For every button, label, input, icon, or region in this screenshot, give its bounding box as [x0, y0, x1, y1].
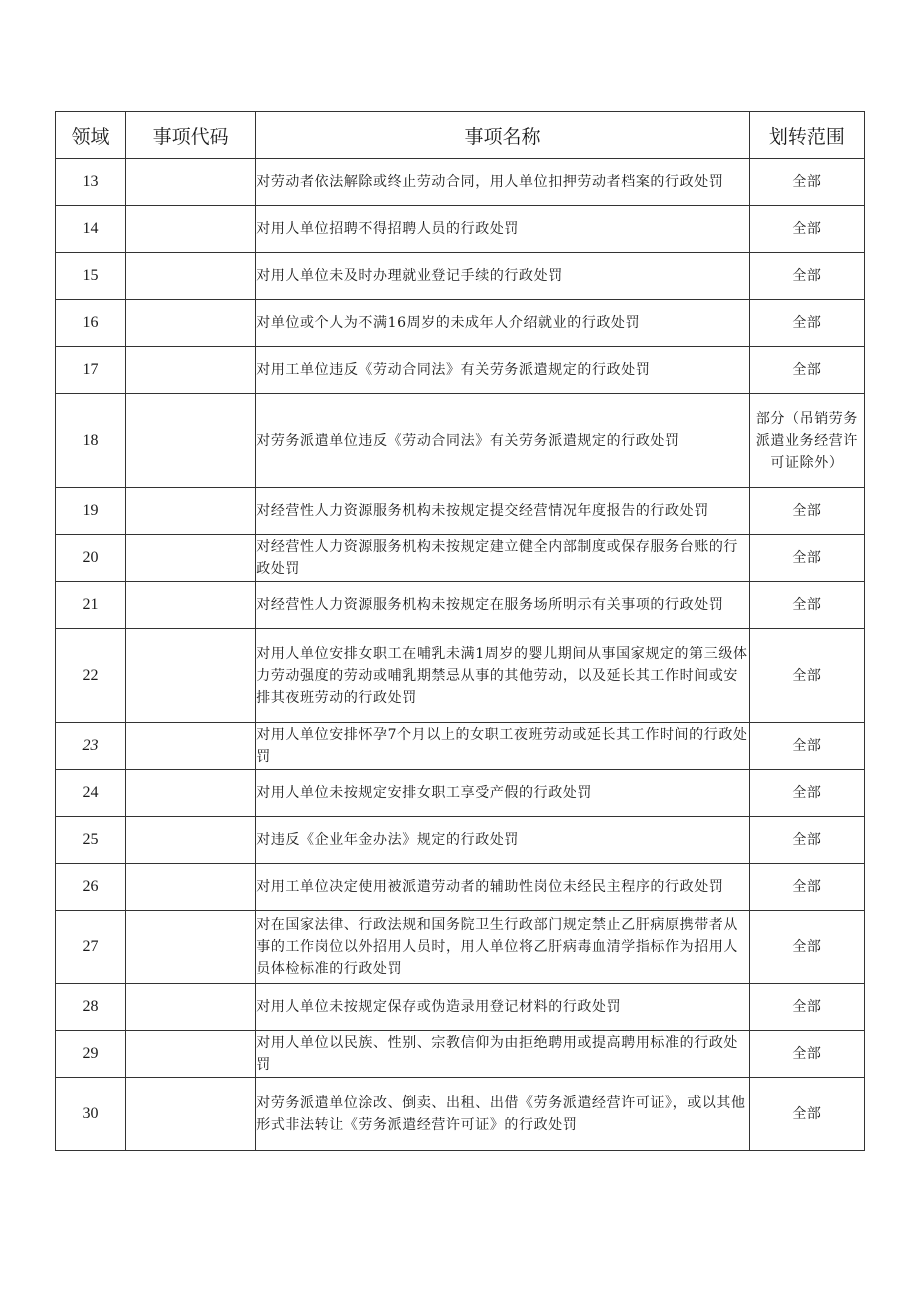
row-scope: 全部	[749, 817, 864, 864]
row-name: 对用人单位安排女职工在哺乳未满1周岁的婴儿期间从事国家规定的第三级体力劳动强度的劳动或哺乳期禁忌从事的其他劳动，以及延长其工作时间或安排其夜班劳动的行政处罚	[256, 629, 750, 723]
table-row	[56, 984, 865, 1031]
row-number: 28	[56, 984, 126, 1031]
row-name: 对用人单位安排怀孕7个月以上的女职工夜班劳动或延长其工作时间的行政处罚	[256, 723, 750, 770]
row-scope: 全部	[749, 347, 864, 394]
row-number: 21	[56, 582, 126, 629]
row-number: 25	[56, 817, 126, 864]
row-scope: 部分（吊销劳务派遣业务经营许可证除外）	[749, 394, 864, 488]
table-row	[56, 300, 865, 347]
row-scope: 全部	[749, 300, 864, 347]
table-row	[56, 864, 865, 911]
items-table	[55, 111, 865, 1151]
row-scope: 全部	[749, 1078, 864, 1151]
row-code	[126, 984, 256, 1031]
row-scope: 全部	[749, 488, 864, 535]
row-code	[126, 723, 256, 770]
table-row	[56, 817, 865, 864]
table-row	[56, 723, 865, 770]
row-name: 对经营性人力资源服务机构未按规定提交经营情况年度报告的行政处罚	[256, 488, 750, 535]
row-name: 对用人单位未及时办理就业登记手续的行政处罚	[256, 253, 750, 300]
table-row	[56, 253, 865, 300]
table-row	[56, 911, 865, 984]
row-number: 22	[56, 629, 126, 723]
row-number: 30	[56, 1078, 126, 1151]
row-number: 26	[56, 864, 126, 911]
table-row	[56, 770, 865, 817]
row-code	[126, 864, 256, 911]
table-row	[56, 488, 865, 535]
row-code	[126, 488, 256, 535]
row-code	[126, 159, 256, 206]
row-code	[126, 629, 256, 723]
row-name: 对单位或个人为不满16周岁的未成年人介绍就业的行政处罚	[256, 300, 750, 347]
row-number: 16	[56, 300, 126, 347]
row-number: 17	[56, 347, 126, 394]
row-number: 19	[56, 488, 126, 535]
row-number: 18	[56, 394, 126, 488]
row-name: 对违反《企业年金办法》规定的行政处罚	[256, 817, 750, 864]
row-scope: 全部	[749, 535, 864, 582]
table-row	[56, 1031, 865, 1078]
header-code: 事项代码	[126, 112, 256, 159]
row-number: 24	[56, 770, 126, 817]
header-scope: 划转范围	[749, 112, 864, 159]
row-name: 对劳务派遣单位涂改、倒卖、出租、出借《劳务派遣经营许可证》，或以其他形式非法转让《劳务派遣经营许可证》的行政处罚	[256, 1078, 750, 1151]
row-scope: 全部	[749, 629, 864, 723]
row-name: 对在国家法律、行政法规和国务院卫生行政部门规定禁止乙肝病原携带者从事的工作岗位以外招用人员时，用人单位将乙肝病毒血清学指标作为招用人员体检标准的行政处罚	[256, 911, 750, 984]
row-name: 对用人单位招聘不得招聘人员的行政处罚	[256, 206, 750, 253]
row-code	[126, 770, 256, 817]
row-scope: 全部	[749, 206, 864, 253]
row-scope: 全部	[749, 770, 864, 817]
row-scope: 全部	[749, 159, 864, 206]
table-row	[56, 1078, 865, 1151]
row-name: 对用工单位决定使用被派遣劳动者的辅助性岗位未经民主程序的行政处罚	[256, 864, 750, 911]
row-scope: 全部	[749, 984, 864, 1031]
row-scope: 全部	[749, 723, 864, 770]
row-scope: 全部	[749, 911, 864, 984]
row-code	[126, 535, 256, 582]
row-name: 对劳务派遣单位违反《劳动合同法》有关劳务派遣规定的行政处罚	[256, 394, 750, 488]
table-row	[56, 206, 865, 253]
row-name: 对用人单位未按规定保存或伪造录用登记材料的行政处罚	[256, 984, 750, 1031]
row-code	[126, 347, 256, 394]
row-number: 13	[56, 159, 126, 206]
row-name: 对用人单位以民族、性别、宗教信仰为由拒绝聘用或提高聘用标准的行政处罚	[256, 1031, 750, 1078]
header-domain: 领域	[56, 112, 126, 159]
table-row	[56, 347, 865, 394]
table-row	[56, 159, 865, 206]
row-code	[126, 1031, 256, 1078]
row-code	[126, 253, 256, 300]
row-code	[126, 206, 256, 253]
row-number: 14	[56, 206, 126, 253]
row-code	[126, 817, 256, 864]
row-number: 23	[56, 723, 126, 770]
header-name: 事项名称	[256, 112, 750, 159]
row-number: 15	[56, 253, 126, 300]
table-header-row	[56, 112, 865, 159]
row-name: 对劳动者依法解除或终止劳动合同，用人单位扣押劳动者档案的行政处罚	[256, 159, 750, 206]
row-code	[126, 394, 256, 488]
row-scope: 全部	[749, 582, 864, 629]
row-number: 20	[56, 535, 126, 582]
row-name: 对经营性人力资源服务机构未按规定在服务场所明示有关事项的行政处罚	[256, 582, 750, 629]
row-code	[126, 300, 256, 347]
row-scope: 全部	[749, 1031, 864, 1078]
row-number: 27	[56, 911, 126, 984]
row-number: 29	[56, 1031, 126, 1078]
row-name: 对经营性人力资源服务机构未按规定建立健全内部制度或保存服务台账的行政处罚	[256, 535, 750, 582]
row-code	[126, 582, 256, 629]
row-code	[126, 911, 256, 984]
row-scope: 全部	[749, 253, 864, 300]
table-row	[56, 394, 865, 488]
row-scope: 全部	[749, 864, 864, 911]
table-row	[56, 582, 865, 629]
table-row	[56, 535, 865, 582]
row-name: 对用工单位违反《劳动合同法》有关劳务派遣规定的行政处罚	[256, 347, 750, 394]
row-name: 对用人单位未按规定安排女职工享受产假的行政处罚	[256, 770, 750, 817]
row-code	[126, 1078, 256, 1151]
table-row	[56, 629, 865, 723]
